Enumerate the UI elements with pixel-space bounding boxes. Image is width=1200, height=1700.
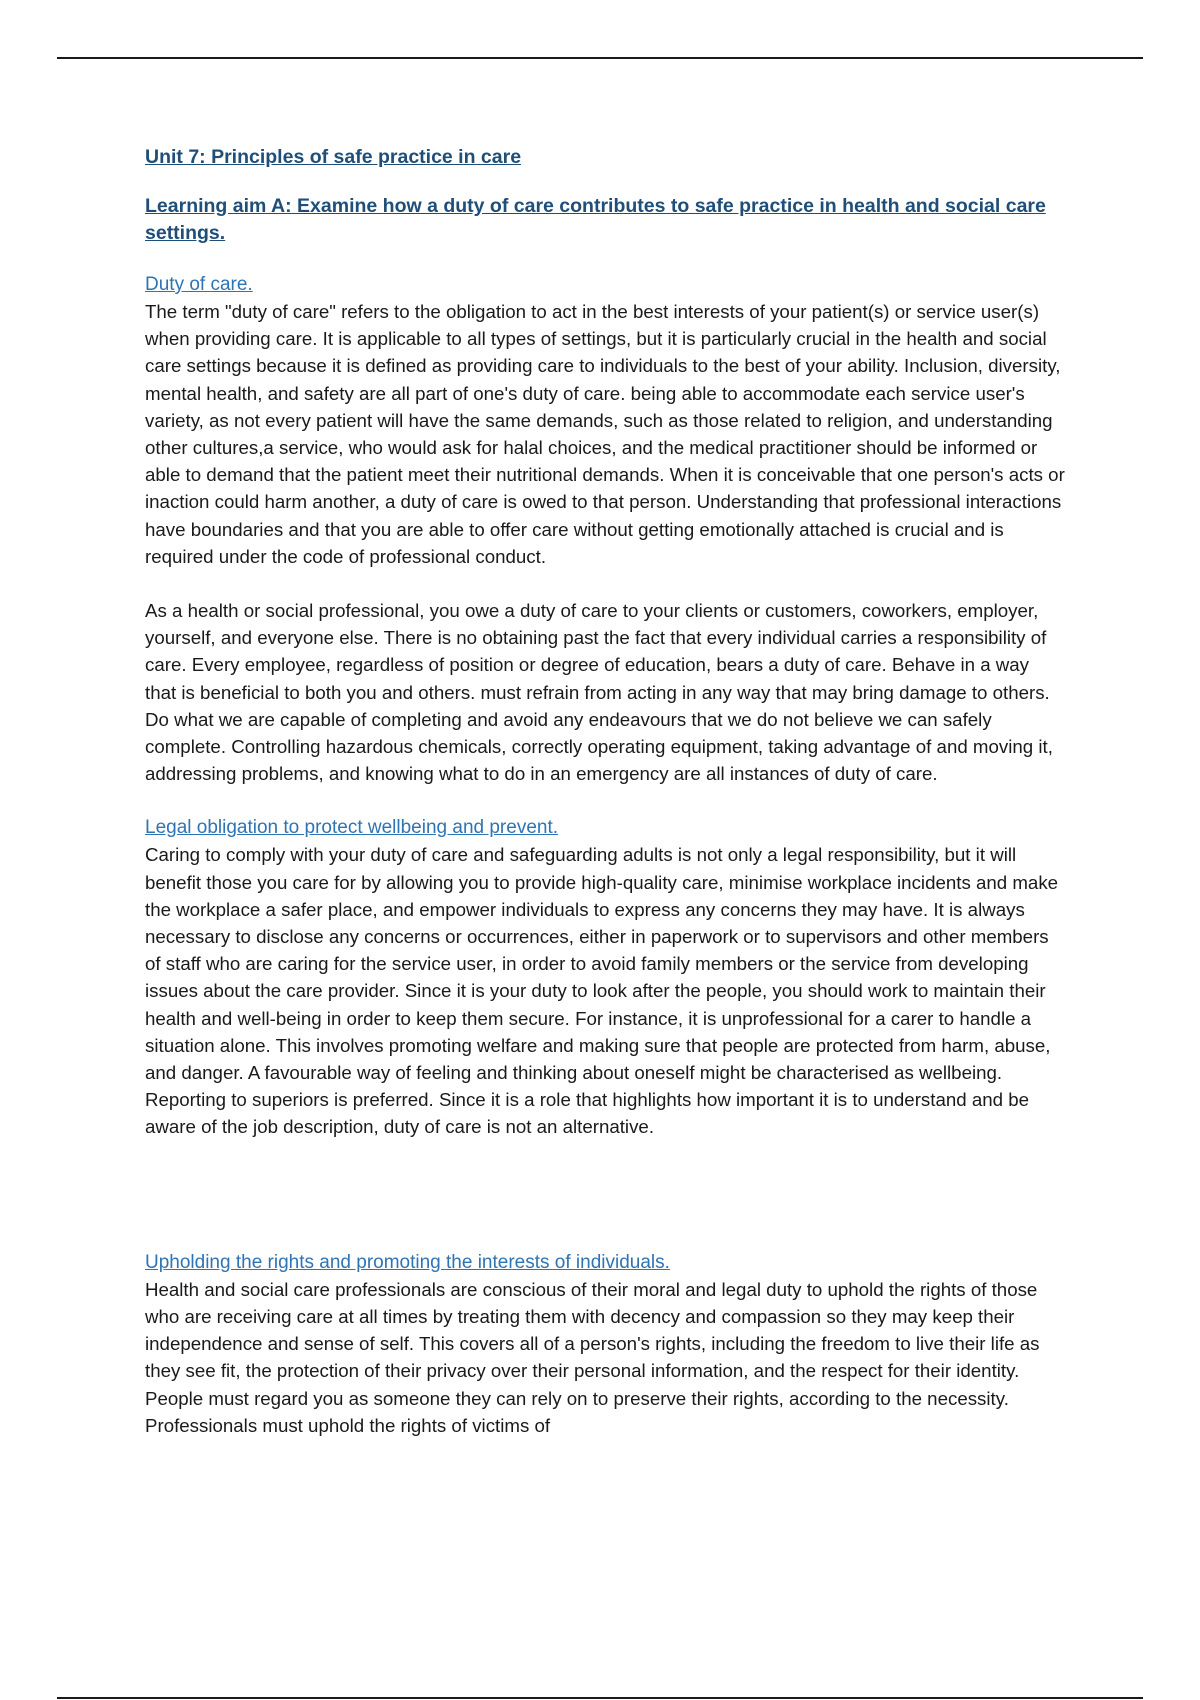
paragraph-duty-of-care-1: The term "duty of care" refers to the obligation to act in the best interests of your patient(s) or service user(s) when providing care. It is applicable to all types of settings, but it is particularly crucial in the health and social care settings because it is defined as providing care to individuals to the best of your ability. Inclusion, diversity, mental health, and safety are all part of one's duty of care. being able to accommodate each service user's variety, as not every patient will have the same demands, such as those related to religion, and understanding other cultures,a service, who would ask for halal choices, and the medical practitioner should be informed or able to demand that the patient meet their nutritional demands. When it is conceivable that one person's acts or inaction could harm another, a duty of care is owed to that person. Understanding that professional interactions have boundaries and that you are able to offer care without getting emotionally attached is crucial and is required under the code of professional conduct. bbox=[145, 301, 1065, 567]
header-rule bbox=[57, 57, 1143, 59]
footer-rule bbox=[57, 1697, 1143, 1699]
section-heading-legal-obligation: Legal obligation to protect wellbeing and prevent. bbox=[145, 817, 559, 839]
section-heading-duty-of-care: Duty of care. bbox=[145, 274, 253, 295]
paragraph-legal-obligation: Caring to comply with your duty of care and safeguarding adults is not only a legal responsibility, but it will benefit those you care for by allowing you to provide high-quality care, minimise workplace incidents and make the workplace a safer place, and empower individuals to express any concerns they may have. It is always necessary to disclose any concerns or occurrences, either in paperwork or to supervisors and other members of staff who are caring for the service user, in order to avoid family members or the service from developing issues about the care provider. Since it is your duty to look after the people, you should work to maintain their health and well-being in order to keep them secure. For instance, it is unprofessional for a carer to handle a situation alone. This involves promoting welfare and making sure that people are protected from harm, abuse, and danger. A favourable way of feeling and thinking about oneself might be characterised as wellbeing. Reporting to superiors is preferred. Since it is a role that highlights how important it is to understand and be aware of the job description, duty of care is not an alternative. bbox=[145, 844, 1059, 1138]
section-heading-upholding-rights: Upholding the rights and promoting the interests of individuals. bbox=[145, 1251, 670, 1273]
paragraph-duty-of-care-2: As a health or social professional, you owe a duty of care to your clients or customers, coworkers, employer, yourself, and everyone else. There is no obtaining past the fact that every individual carries a responsibility of care. Every employee, regardless of position or degree of education, bears a duty of care. Behave in a way that is beneficial to both you and others. must refrain from acting in any way that may bring damage to others. Do what we are capable of completing and avoid any endeavours that we do not believe we can safely complete. Controlling hazardous chemicals, correctly operating equipment, taking advantage of and moving it, addressing problems, and knowing what to do in an emergency are all instances of duty of care. bbox=[145, 600, 1053, 785]
paragraph-upholding-rights: Health and social care professionals are conscious of their moral and legal duty to uphold the rights of those who are receiving care at all times by treating them with decency and compassion so they may keep their independence and sense of self. This covers all of a person's rights, including the freedom to live their life as they see fit, the protection of their privacy over their personal information, and the respect for their identity. People must regard you as someone they can rely on to preserve their rights, according to the necessity. Professionals must uphold the rights of victims of bbox=[145, 1278, 1040, 1436]
document-title: Unit 7: Principles of safe practice in care bbox=[145, 146, 522, 168]
document-body bbox=[145, 144, 1065, 1439]
learning-aim-heading: Learning aim A: Examine how a duty of care contributes to safe practice in health and social care settings. bbox=[145, 195, 1046, 244]
